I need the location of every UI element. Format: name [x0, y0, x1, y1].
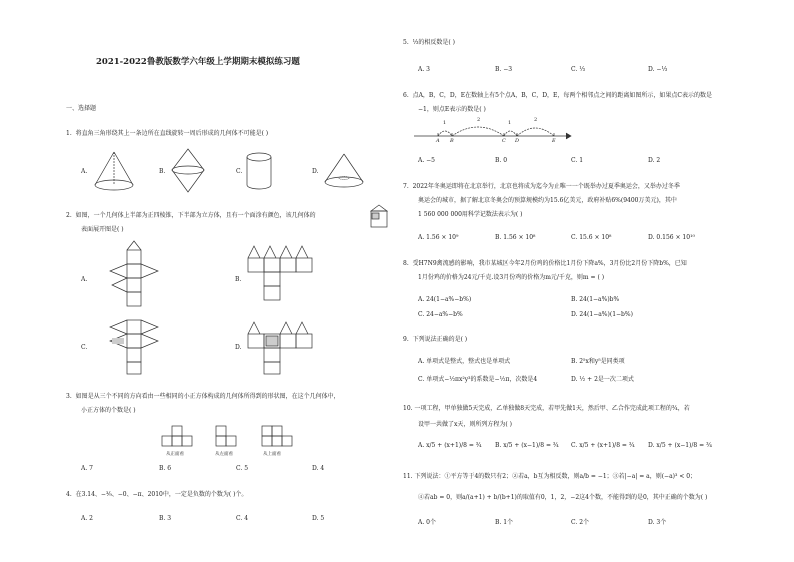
q6-option-b[interactable]: B. 0: [495, 157, 508, 164]
q6-option-a[interactable]: A. −5: [418, 157, 435, 164]
q3-caption-top: 从上面看: [263, 452, 281, 457]
q3-option-b[interactable]: B. 6: [159, 465, 172, 472]
q3-option-d[interactable]: D. 4: [312, 465, 325, 472]
q1-option-c[interactable]: C.: [236, 168, 243, 175]
q5-option-d[interactable]: D. −⅓: [648, 66, 668, 73]
q2-option-c[interactable]: C.: [81, 344, 88, 351]
q2-net-b: [246, 240, 326, 308]
question-10-line2: 设甲一共做了x天，则所列方程为( ): [418, 421, 512, 428]
q8-option-d[interactable]: D. 24(1−a%)(1−b%): [571, 311, 633, 318]
q6-arc-label-4: 2: [534, 117, 538, 123]
q1-option-b[interactable]: B.: [159, 168, 166, 175]
q6-point-label-c: C: [502, 138, 506, 144]
q6-arc-label-1: 1: [443, 120, 447, 126]
q9-option-b[interactable]: B. 2⁵x和y⁵是同类项: [571, 358, 625, 365]
q5-option-b[interactable]: B. −3: [495, 66, 513, 73]
q4-option-b[interactable]: B. 3: [159, 515, 172, 522]
q2-option-a[interactable]: A.: [81, 276, 88, 283]
q3-caption-front: 从正面看: [166, 452, 184, 457]
q8-option-c[interactable]: C. 24−a%−b%: [418, 311, 463, 318]
q7-option-d[interactable]: D. 0.156 × 10¹⁰: [648, 234, 695, 241]
question-7-line3: 1 560 000 000用科学记数法表示为( ): [418, 211, 523, 218]
question-6-line2: −1，则点E表示的数是( ): [418, 106, 486, 113]
q6-point-label-a: A: [436, 138, 440, 144]
q7-option-c[interactable]: C. 15.6 × 10⁸: [571, 234, 612, 241]
question-6: 6. 点A，B，C，D，E在数轴上有5个点A，B，C，D，E，每两个相邻点之间的距离如图所示，如果点C表示的数是: [403, 92, 713, 99]
q2-option-b[interactable]: B.: [235, 276, 242, 283]
q9-option-a[interactable]: A. 单项式是整式，整式也是单项式: [418, 358, 511, 365]
q11-option-d[interactable]: D. 3个: [648, 519, 667, 526]
q6-arc-label-2: 2: [477, 117, 481, 123]
q3-option-c[interactable]: C. 5: [236, 465, 249, 472]
question-8-line2: 1月份鸡的价格为24元/千克.设3月份鸡的价格为m元/千克，则m = ( ): [418, 274, 605, 281]
q2-net-c: [92, 316, 182, 376]
q6-option-c[interactable]: C. 1: [571, 157, 584, 164]
q8-option-b[interactable]: B. 24(1−a%)b%: [571, 296, 620, 303]
q10-option-c[interactable]: C. x/5 + (x+1)/8 = ¾: [571, 442, 635, 449]
q5-option-c[interactable]: C. ⅓: [571, 66, 586, 73]
q2-net-a: [92, 240, 182, 310]
q11-option-b[interactable]: B. 1个: [495, 519, 514, 526]
q6-point-label-b: B: [450, 138, 454, 144]
question-5: 5. ⅓的相反数是( ): [403, 39, 455, 46]
q8-option-a[interactable]: A. 24(1−a%−b%): [418, 296, 472, 303]
question-7: 7. 2022年冬奥运即将在北京举行，北京也将成为迄今为止唯一一个既举办过夏季奥运会，又举办过冬季: [403, 183, 680, 190]
question-1: 1. 将直角三角形绕其上一条边所在直线旋转一周后形成的几何体不可能是( ): [66, 130, 269, 137]
q7-option-a[interactable]: A. 1.56 × 10⁹: [418, 234, 459, 241]
question-3-line2: 小正方体的个数是( ): [81, 407, 136, 414]
q3-left-view: [212, 424, 252, 452]
q3-option-a[interactable]: A. 7: [81, 465, 93, 472]
q10-option-b[interactable]: B. x/5 + (x−1)/8 = ¾: [495, 442, 559, 449]
question-3: 3. 如图是从三个不同的方向看由一些相同的小正方体构成的几何体所得到的形状图，在这个几何体中，: [66, 393, 340, 400]
q1-figure-cylinder: [246, 152, 272, 190]
question-2: 2. 如图，一个几何体上半部为正四棱锥，下半部为立方体，且有一个面涂有颜色，该几何体的: [66, 212, 316, 219]
q2-cube-figure-icon: [369, 203, 389, 229]
q3-front-view: [160, 424, 200, 452]
q1-option-d[interactable]: D.: [312, 168, 319, 175]
q5-option-a[interactable]: A. 3: [418, 66, 430, 73]
q2-option-d[interactable]: D.: [235, 344, 242, 351]
q4-option-c[interactable]: C. 4: [236, 515, 249, 522]
q10-option-d[interactable]: D. x/5 + (x−1)/8 = ¾: [648, 442, 712, 449]
q11-option-a[interactable]: A. 0个: [418, 519, 436, 526]
q9-option-c[interactable]: C. 单项式−½πx²y³的系数是−½π，次数是4: [418, 376, 538, 383]
q1-figure-cone: [92, 150, 136, 192]
question-11: 11. 下列说法：①平方等于4的数只有2；②若a，b互为相反数，则a/b = −1；③若|−a| = a，则(−a)³ < 0；: [403, 473, 697, 480]
q6-point-label-d: D: [515, 138, 520, 144]
q9-option-d[interactable]: D. ½ + 2是一次二项式: [571, 376, 634, 383]
section-heading: 一、选择题: [66, 105, 97, 112]
q4-option-d[interactable]: D. 5: [312, 515, 325, 522]
question-9: 9. 下列说法正确的是( ): [403, 336, 468, 343]
q1-option-a[interactable]: A.: [81, 168, 88, 175]
q2-net-d: [246, 316, 326, 376]
page-title: 2021-2022鲁教版数学六年级上学期期末模拟练习题: [96, 57, 300, 67]
question-4: 4. 在3.14、−³⁄₉、−0、−π、2010中，一定是负数的个数为( )个。: [66, 491, 248, 498]
q6-point-label-e: E: [552, 138, 556, 144]
q11-option-c[interactable]: C. 2个: [571, 519, 590, 526]
question-10: 10. 一项工程，甲单独做5天完成，乙单独做8天完成，若甲先做1天，然后甲、乙合作完成此项工程的¾，若: [403, 405, 690, 412]
question-2-line2: 表面展开图是( ): [81, 226, 124, 233]
question-8: 8. 受H7N9禽流感的影响，我市某城区今年2月份鸡的价格比1月份下降a%，3月份比2月份下降b%，已知: [403, 260, 687, 267]
q6-arc-label-3: 1: [508, 120, 512, 126]
q3-caption-left: 从左面看: [215, 452, 233, 457]
q6-option-d[interactable]: D. 2: [648, 157, 661, 164]
q10-option-a[interactable]: A. x/5 + (x+1)/8 = ¾: [418, 442, 482, 449]
q1-figure-double-cone: [170, 148, 206, 194]
question-7-line2: 奥运会的城市，据了解北京冬奥会的预算规模约为15.6亿美元，政府补贴6%(9400万美元)，其中: [418, 197, 677, 204]
q1-figure-cone-hollow: [322, 152, 366, 190]
q3-top-view: [258, 424, 298, 452]
q4-option-a[interactable]: A. 2: [81, 515, 93, 522]
question-11-line2: ④若ab = 0，则a/(a+1) + b/(b+1)的取值有0，1，2，−2这4个数，不能得到的是0，其中正确的个数为( ): [418, 494, 708, 501]
q7-option-b[interactable]: B. 1.56 × 10⁸: [495, 234, 536, 241]
